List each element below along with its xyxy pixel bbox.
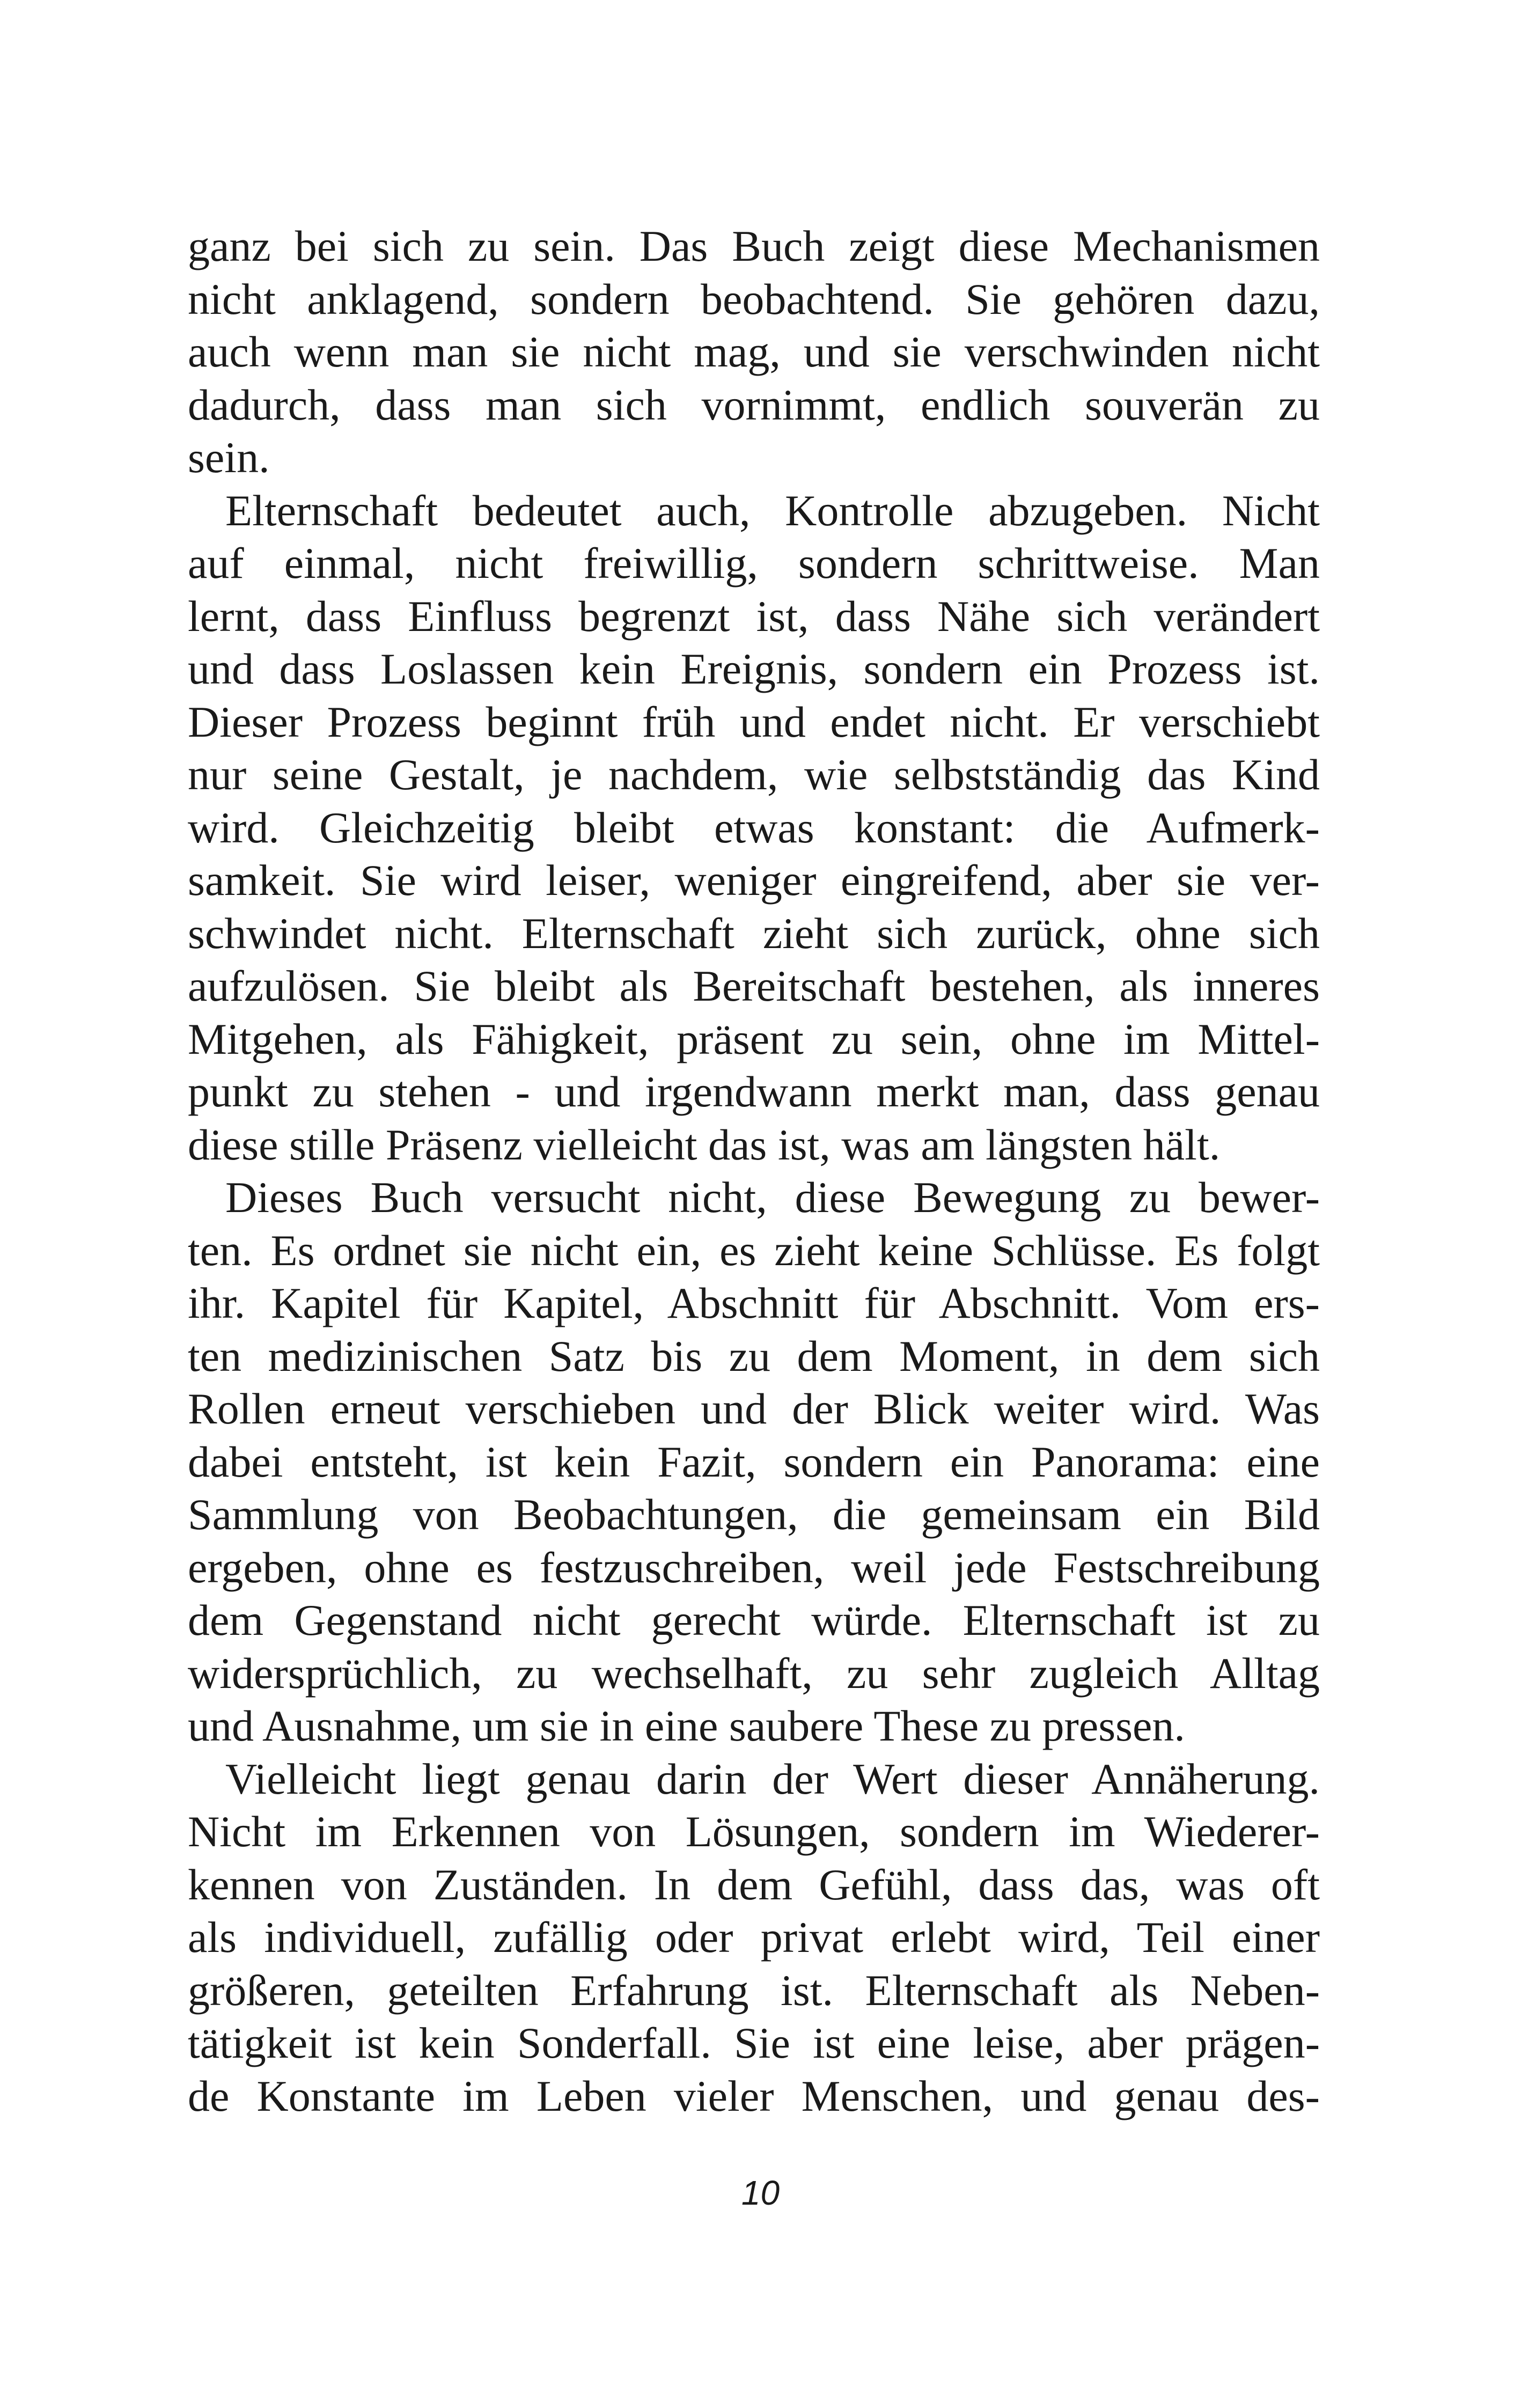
paragraph-4 bbox=[188, 1753, 1320, 2123]
text-line: ganz bei sich zu sein. Das Buch zeigt diese Mechanismen bbox=[188, 222, 1320, 270]
text-line: Rollen erneut verschieben und der Blick weiter wird. Was bbox=[188, 1384, 1320, 1433]
text-line: und dass Loslassen kein Ereignis, sondern ein Prozess ist. bbox=[188, 644, 1320, 693]
text-line: diese stille Präsenz vielleicht das ist, was am längsten hält. bbox=[188, 1120, 1221, 1169]
text-line: ten medizinischen Satz bis zu dem Moment, in dem sich bbox=[188, 1331, 1320, 1381]
text-line: tätigkeit ist kein Sonderfall. Sie ist eine leise, aber prägen- bbox=[188, 2018, 1320, 2067]
text-line: nicht anklagend, sondern beobachtend. Sie gehören dazu, bbox=[188, 274, 1320, 324]
text-line: und Ausnahme, um sie in eine saubere These zu pressen. bbox=[188, 1701, 1185, 1750]
text-line: Sammlung von Beobachtungen, die gemeinsam ein Bild bbox=[188, 1490, 1320, 1539]
text-line: Nicht im Erkennen von Lösungen, sondern im Wiederer- bbox=[188, 1807, 1320, 1856]
text-line: widersprüchlich, zu wechselhaft, zu sehr zugleich Alltag bbox=[188, 1648, 1320, 1698]
text-line: als individuell, zufällig oder privat erlebt wird, Teil einer bbox=[188, 1913, 1320, 1962]
text-line: dadurch, dass man sich vornimmt, endlich souverän zu bbox=[188, 380, 1320, 429]
text-line: Dieses Buch versucht nicht, diese Bewegung zu bewer- bbox=[225, 1173, 1320, 1222]
text-line: Elternschaft bedeutet auch, Kontrolle abzugeben. Nicht bbox=[225, 486, 1320, 535]
text-line: Dieser Prozess beginnt früh und endet nicht. Er verschiebt bbox=[188, 697, 1320, 746]
text-line: aufzulösen. Sie bleibt als Bereitschaft bestehen, als inneres bbox=[188, 961, 1320, 1010]
text-line: größeren, geteilten Erfahrung ist. Elternschaft als Neben- bbox=[188, 1965, 1320, 2015]
text-line: schwindet nicht. Elternschaft zieht sich zurück, ohne sich bbox=[188, 908, 1320, 958]
text-line: nur seine Gestalt, je nachdem, wie selbstständig das Kind bbox=[188, 750, 1320, 799]
paragraph-3 bbox=[188, 1171, 1320, 1753]
paragraph-1 bbox=[188, 220, 1320, 484]
text-line: samkeit. Sie wird leiser, weniger eingreifend, aber sie ver- bbox=[188, 856, 1320, 905]
page-number: 10 bbox=[741, 2174, 780, 2212]
paragraph-2 bbox=[188, 484, 1320, 1172]
text-line: auch wenn man sie nicht mag, und sie verschwinden nicht bbox=[188, 327, 1320, 376]
text-line: dem Gegenstand nicht gerecht würde. Elternschaft ist zu bbox=[188, 1596, 1320, 1645]
text-line: punkt zu stehen - und irgendwann merkt man, dass genau bbox=[188, 1067, 1320, 1116]
text-line: Mitgehen, als Fähigkeit, präsent zu sein, ohne im Mittel- bbox=[188, 1014, 1320, 1063]
text-line: ihr. Kapitel für Kapitel, Abschnitt für Abschnitt. Vom ers- bbox=[188, 1279, 1320, 1327]
text-line: ergeben, ohne es festzuschreiben, weil jede Festschreibung bbox=[188, 1543, 1320, 1592]
text-line: sein. bbox=[188, 433, 270, 482]
text-line: lernt, dass Einfluss begrenzt ist, dass Nähe sich verändert bbox=[188, 591, 1320, 641]
body-text bbox=[188, 220, 1320, 2123]
text-line: ten. Es ordnet sie nicht ein, es zieht keine Schlüsse. Es folgt bbox=[188, 1225, 1320, 1275]
text-line: de Konstante im Leben vieler Menschen, und genau des- bbox=[188, 2071, 1320, 2120]
text-line: Vielleicht liegt genau darin der Wert dieser Annäherung. bbox=[225, 1754, 1320, 1803]
text-line: wird. Gleichzeitig bleibt etwas konstant: die Aufmerk- bbox=[188, 803, 1320, 852]
text-line: dabei entsteht, ist kein Fazit, sondern ein Panorama: eine bbox=[188, 1437, 1320, 1486]
text-line: kennen von Zuständen. In dem Gefühl, dass das, was oft bbox=[188, 1860, 1320, 1909]
text-line: auf einmal, nicht freiwillig, sondern schrittweise. Man bbox=[188, 539, 1320, 588]
